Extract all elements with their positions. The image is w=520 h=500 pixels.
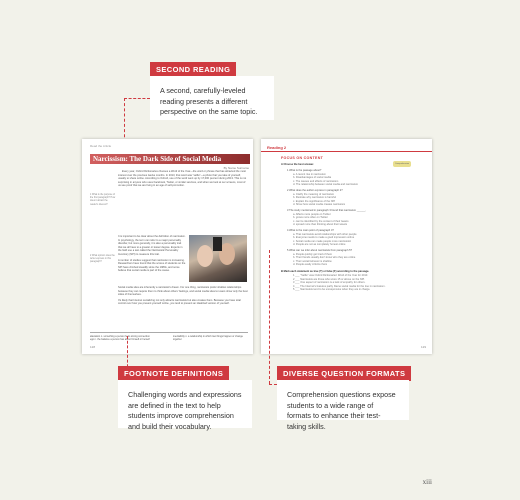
answer-option: c. Their social behavior is shallow xyxy=(293,259,332,263)
answer-option: d. Show how social media creates narcissism xyxy=(293,203,346,206)
question: 1 What is the passage about? xyxy=(287,169,322,172)
margin-note: 2 What opinion does the writer express in this paragraph? xyxy=(90,254,115,264)
answer-option: c. Explain the significance of the NPI xyxy=(293,199,336,203)
diverse-formats-connector-horizontal xyxy=(269,384,277,385)
footnote: alienation n. something a person feels strong connection xyxy=(90,335,150,338)
answer-option: c. can be identified by the content of their tweets xyxy=(293,219,349,223)
footnote-definitions-description: Challenging words and expressions are defined in the text to help students improve comprehension and build their vocabulary. xyxy=(118,380,252,428)
reading-label: Reading 2 xyxy=(267,145,287,150)
diverse-formats-connector xyxy=(269,250,270,384)
article-body-narrow xyxy=(118,235,186,273)
person-image xyxy=(197,245,213,267)
question: 5 What can we infer about narcissists from paragraph 5? xyxy=(287,249,353,252)
answer-option: a. People quickly get tired of them xyxy=(293,252,333,256)
section-b-instruction: B Mark each statement as true (T) or false (F) according to the passage. xyxy=(281,269,370,273)
page-header xyxy=(261,144,432,152)
article-photo xyxy=(189,235,247,282)
diverse-formats-tag: DIVERSE QUESTION FORMATS xyxy=(277,366,411,381)
answer-option: b. Disadvantages of social media xyxy=(293,176,332,179)
article-paragraph: A number of studies suggest that narcissism is increasing. Researchers have found that the scores of students on the NPI have climbed steadily since the 1980s, and some believe that social media is part of the cause. xyxy=(118,258,186,273)
answer-option: a. Affects more people on Twitter xyxy=(293,212,331,216)
footnote: inevitability n. a relationship in which two things happen or change together xyxy=(173,335,243,342)
answer-option: c. The causes and effects of narcissism xyxy=(293,179,339,183)
question: 3 The study mentioned in paragraph 3 found that narcissism ______. xyxy=(287,209,367,212)
answer-option: b. Illustrate why narcissism is harmful xyxy=(293,196,336,199)
article-body-bottom xyxy=(118,286,248,306)
skill-badge: Comprehension xyxy=(394,163,410,165)
second-reading-tag: SECOND READING xyxy=(150,62,236,77)
footnote: ego n. the balance a person has about himself or herself xyxy=(90,338,150,342)
page-header: Read the Article xyxy=(90,144,112,148)
question: 4 What is the main point of paragraph 4? xyxy=(287,229,334,232)
questions-page-right xyxy=(261,139,432,354)
article-paragraph: Social media sites are inherently a narcissist's dream. For one thing, narcissists prefer shallow relationships because they can require them to think about others' feelings, and social media sites let users show only the best sides of themselves. xyxy=(118,286,248,297)
article-body-top xyxy=(118,170,248,190)
margin-note: 1 What is the purpose of the first paragraph? How does it attract the reader's interest? xyxy=(90,194,116,206)
answer-option: b. grows more often on Twitter xyxy=(293,216,328,219)
answer-option: d. People are not as completely honest online xyxy=(293,243,346,246)
reading-page-left xyxy=(82,139,253,354)
page-number: 128 xyxy=(90,345,96,349)
question-list xyxy=(281,162,426,292)
article-author: By Name Surname xyxy=(223,166,249,170)
answer-option: b. Everyone needs to make a good impression online xyxy=(293,236,355,239)
answer-option: a. Clarify the meaning of narcissism xyxy=(293,192,335,196)
article-paragraph: Every year, Oxford Dictionaries chooses a Word of the Year—the word or phrase that has attracted the most interest over the previous twelve months. In 2013, that word was "selfie"—a photo that you take of yourself, usually to share online. According to Oxford, use of the word went up by 17,000 percent during 2013. This is not surprising in anyone who uses Facebook, Twitter, or similar services, and when we look at our screens, most of us see proof that we are living in an age of self-promotion. xyxy=(118,170,247,188)
margin-notes xyxy=(90,194,116,264)
true-false-item: 2 ___ Narcissists are those who score 15 or above on the NPI. xyxy=(293,277,365,281)
answer-option: d. People easily criticize them xyxy=(293,263,328,266)
article-paragraph: It is important to be clear about the definition of narcissism. In psychology, the term can refer to a major personality disorder, but more generally, it is also a personality trait that we all have to a greater or lesser degree. Experts in the field use a test called the Narcissistic Personality Inventory (NPI) to measure this trait. xyxy=(118,235,186,256)
footnotes xyxy=(90,332,248,342)
second-reading-description: A second, carefully-leveled reading presents a different perspective on the same topic. xyxy=(150,76,274,120)
footnote-definitions-tag: FOOTNOTE DEFINITIONS xyxy=(118,366,229,381)
second-reading-connector xyxy=(124,98,150,99)
true-false-item: 1 ___ "Selfie" was Oxford Dictionaries' Word of the Year for 2013. xyxy=(293,274,369,277)
article-title: Narcissism: The Dark Side of Social Media xyxy=(90,154,250,164)
page-number: xiii xyxy=(422,478,432,486)
page-number: 129 xyxy=(420,345,426,349)
answer-option: c. Social media can make people more narcissistic xyxy=(293,239,352,243)
true-false-item: 3 ___ One aspect of narcissism is a lack of empathy for others. xyxy=(293,281,366,284)
section-a-instruction: A Choose the best answer. xyxy=(281,163,314,166)
phone-image xyxy=(213,237,222,251)
diverse-formats-description: Comprehension questions expose students to a wide range of formats to enhance their test-taking skills. xyxy=(277,380,409,420)
question: 2 What does the author express in paragraph 2? xyxy=(287,189,343,192)
article-paragraph: It's likely that Internet socializing not only attracts narcissists but also creates them. Because you have total control over how you present yourself online, you tend to present an idealized version of yourself. xyxy=(118,298,241,306)
true-false-item: 4 ___ The Internet's features partly blame social media for the rise in narcissism. xyxy=(293,284,386,288)
answer-option: a. A recent rise in narcissism xyxy=(293,172,326,176)
true-false-item: 5 ___ Narcissists tend to be unresponsive when they are in charge. xyxy=(293,288,371,291)
answer-option: d. spread more than thinking about their tweets xyxy=(293,223,348,226)
answer-option: a. That narcissists avoid relationships with other people xyxy=(293,232,357,236)
answer-option: d. The relationship between social media and narcissism xyxy=(293,183,358,186)
answer-option: b. Their friends usually don't know who they are online xyxy=(293,256,356,259)
section-heading: FOCUS ON CONTENT xyxy=(281,156,324,160)
